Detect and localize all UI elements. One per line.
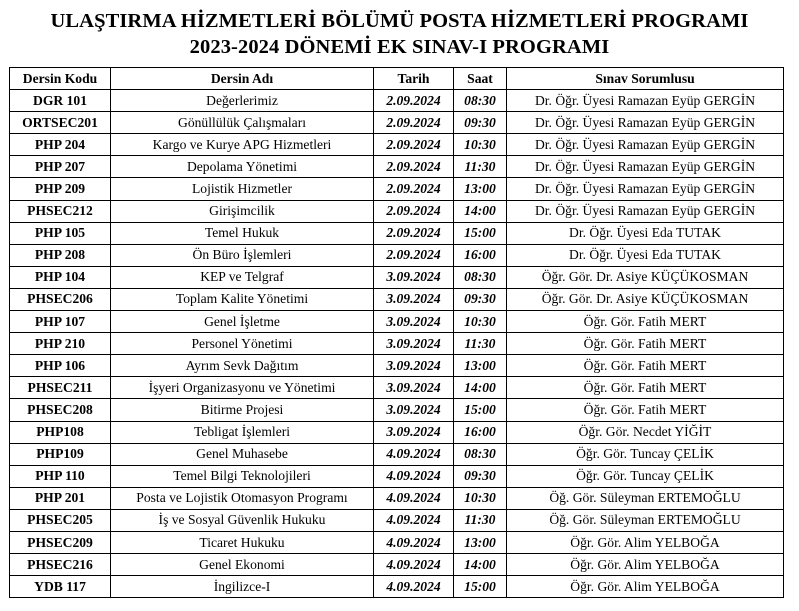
course-code-cell: PHP 201: [10, 487, 111, 509]
exam-supervisor-cell: Öğ. Gör. Süleyman ERTEMOĞLU: [507, 487, 784, 509]
course-code-cell: DGR 101: [10, 90, 111, 112]
table-row: [10, 134, 784, 156]
table-row: [10, 178, 784, 200]
exam-date-cell: 3.09.2024: [374, 311, 454, 333]
exam-supervisor-cell: Dr. Öğr. Üyesi Eda TUTAK: [507, 244, 784, 266]
table-row: [10, 399, 784, 421]
course-name-cell: Gönüllülük Çalışmaları: [111, 112, 374, 134]
column-header-course-code: Dersin Kodu: [10, 68, 111, 90]
course-code-cell: PHSEC206: [10, 288, 111, 310]
exam-supervisor-cell: Dr. Öğr. Üyesi Ramazan Eyüp GERGİN: [507, 178, 784, 200]
course-name-cell: Tebligat İşlemleri: [111, 421, 374, 443]
course-name-cell: Ayrım Sevk Dağıtım: [111, 355, 374, 377]
table-row: [10, 333, 784, 355]
course-name-cell: KEP ve Telgraf: [111, 266, 374, 288]
exam-time-cell: 15:00: [454, 222, 507, 244]
exam-date-cell: 2.09.2024: [374, 222, 454, 244]
course-name-cell: Genel İşletme: [111, 311, 374, 333]
course-code-cell: PHP 209: [10, 178, 111, 200]
course-code-cell: PHSEC216: [10, 554, 111, 576]
exam-time-cell: 14:00: [454, 200, 507, 222]
exam-date-cell: 3.09.2024: [374, 288, 454, 310]
exam-date-cell: 2.09.2024: [374, 200, 454, 222]
course-code-cell: PHP 204: [10, 134, 111, 156]
course-name-cell: Depolama Yönetimi: [111, 156, 374, 178]
exam-time-cell: 15:00: [454, 399, 507, 421]
table-row: [10, 509, 784, 531]
exam-date-cell: 4.09.2024: [374, 443, 454, 465]
exam-date-cell: 4.09.2024: [374, 487, 454, 509]
table-row: [10, 311, 784, 333]
exam-schedule-table: [9, 67, 784, 598]
exam-time-cell: 10:30: [454, 311, 507, 333]
exam-time-cell: 14:00: [454, 377, 507, 399]
course-name-cell: Genel Muhasebe: [111, 443, 374, 465]
exam-supervisor-cell: Öğr. Gör. Dr. Asiye KÜÇÜKOSMAN: [507, 288, 784, 310]
exam-supervisor-cell: Öğr. Gör. Alim YELBOĞA: [507, 576, 784, 598]
course-name-cell: Değerlerimiz: [111, 90, 374, 112]
course-code-cell: PHP109: [10, 443, 111, 465]
exam-supervisor-cell: Öğr. Gör. Fatih MERT: [507, 333, 784, 355]
exam-time-cell: 08:30: [454, 443, 507, 465]
document-title: ULAŞTIRMA HİZMETLERİ BÖLÜMÜ POSTA HİZMETLERİ PROGRAMI: [50, 10, 749, 32]
exam-date-cell: 2.09.2024: [374, 244, 454, 266]
course-name-cell: Personel Yönetimi: [111, 333, 374, 355]
exam-date-cell: 3.09.2024: [374, 355, 454, 377]
course-name-cell: Temel Bilgi Teknolojileri: [111, 465, 374, 487]
exam-supervisor-cell: Öğr. Gör. Dr. Asiye KÜÇÜKOSMAN: [507, 266, 784, 288]
exam-date-cell: 2.09.2024: [374, 90, 454, 112]
exam-time-cell: 14:00: [454, 554, 507, 576]
exam-date-cell: 3.09.2024: [374, 421, 454, 443]
exam-supervisor-cell: Dr. Öğr. Üyesi Ramazan Eyüp GERGİN: [507, 134, 784, 156]
course-code-cell: PHSEC212: [10, 200, 111, 222]
exam-time-cell: 11:30: [454, 333, 507, 355]
exam-time-cell: 16:00: [454, 244, 507, 266]
course-code-cell: PHP 105: [10, 222, 111, 244]
course-code-cell: PHP 110: [10, 465, 111, 487]
exam-supervisor-cell: Öğr. Gör. Alim YELBOĞA: [507, 554, 784, 576]
exam-time-cell: 11:30: [454, 509, 507, 531]
table-row: [10, 222, 784, 244]
exam-time-cell: 10:30: [454, 487, 507, 509]
table-row: [10, 112, 784, 134]
table-row: [10, 465, 784, 487]
course-code-cell: ORTSEC201: [10, 112, 111, 134]
table-row: [10, 156, 784, 178]
course-code-cell: PHP 107: [10, 311, 111, 333]
course-name-cell: Genel Ekonomi: [111, 554, 374, 576]
table-row: [10, 576, 784, 598]
course-code-cell: PHP 106: [10, 355, 111, 377]
course-name-cell: Temel Hukuk: [111, 222, 374, 244]
exam-time-cell: 13:00: [454, 178, 507, 200]
course-name-cell: Toplam Kalite Yönetimi: [111, 288, 374, 310]
exam-time-cell: 09:30: [454, 288, 507, 310]
exam-supervisor-cell: Öğr. Gör. Tuncay ÇELİK: [507, 465, 784, 487]
exam-supervisor-cell: Öğr. Gör. Necdet YİĞİT: [507, 421, 784, 443]
exam-supervisor-cell: Dr. Öğr. Üyesi Ramazan Eyüp GERGİN: [507, 90, 784, 112]
table-row: [10, 200, 784, 222]
exam-date-cell: 3.09.2024: [374, 399, 454, 421]
course-name-cell: İşyeri Organizasyonu ve Yönetimi: [111, 377, 374, 399]
exam-time-cell: 13:00: [454, 531, 507, 553]
table-row: [10, 487, 784, 509]
exam-date-cell: 3.09.2024: [374, 333, 454, 355]
course-name-cell: Kargo ve Kurye APG Hizmetleri: [111, 134, 374, 156]
course-code-cell: YDB 117: [10, 576, 111, 598]
exam-supervisor-cell: Öğr. Gör. Fatih MERT: [507, 399, 784, 421]
exam-time-cell: 10:30: [454, 134, 507, 156]
course-code-cell: PHP 104: [10, 266, 111, 288]
course-code-cell: PHSEC211: [10, 377, 111, 399]
exam-time-cell: 09:30: [454, 465, 507, 487]
exam-time-cell: 08:30: [454, 90, 507, 112]
table-row: [10, 531, 784, 553]
course-code-cell: PHSEC209: [10, 531, 111, 553]
exam-date-cell: 4.09.2024: [374, 465, 454, 487]
exam-date-cell: 2.09.2024: [374, 178, 454, 200]
exam-date-cell: 4.09.2024: [374, 554, 454, 576]
exam-supervisor-cell: Dr. Öğr. Üyesi Ramazan Eyüp GERGİN: [507, 200, 784, 222]
exam-time-cell: 15:00: [454, 576, 507, 598]
table-row: [10, 377, 784, 399]
exam-date-cell: 3.09.2024: [374, 266, 454, 288]
exam-supervisor-cell: Dr. Öğr. Üyesi Ramazan Eyüp GERGİN: [507, 112, 784, 134]
exam-supervisor-cell: Öğr. Gör. Alim YELBOĞA: [507, 531, 784, 553]
column-header-date: Tarih: [374, 68, 454, 90]
exam-date-cell: 4.09.2024: [374, 576, 454, 598]
table-row: [10, 90, 784, 112]
column-header-exam-supervisor: Sınav Sorumlusu: [507, 68, 784, 90]
table-row: [10, 421, 784, 443]
exam-date-cell: 2.09.2024: [374, 156, 454, 178]
document-subtitle: 2023-2024 DÖNEMİ EK SINAV-I PROGRAMI: [189, 36, 610, 58]
course-code-cell: PHP108: [10, 421, 111, 443]
table-row: [10, 554, 784, 576]
exam-time-cell: 09:30: [454, 112, 507, 134]
table-row: [10, 244, 784, 266]
course-name-cell: Bitirme Projesi: [111, 399, 374, 421]
course-code-cell: PHP 210: [10, 333, 111, 355]
course-name-cell: İngilizce-I: [111, 576, 374, 598]
exam-date-cell: 4.09.2024: [374, 531, 454, 553]
course-code-cell: PHP 207: [10, 156, 111, 178]
table-row: [10, 266, 784, 288]
exam-supervisor-cell: Öğr. Gör. Fatih MERT: [507, 311, 784, 333]
exam-date-cell: 3.09.2024: [374, 377, 454, 399]
table-row: [10, 443, 784, 465]
exam-time-cell: 08:30: [454, 266, 507, 288]
exam-date-cell: 2.09.2024: [374, 134, 454, 156]
column-header-time: Saat: [454, 68, 507, 90]
exam-date-cell: 2.09.2024: [374, 112, 454, 134]
exam-supervisor-cell: Öğr. Gör. Fatih MERT: [507, 355, 784, 377]
course-name-cell: Ön Büro İşlemleri: [111, 244, 374, 266]
exam-time-cell: 16:00: [454, 421, 507, 443]
course-code-cell: PHP 208: [10, 244, 111, 266]
column-header-course-name: Dersin Adı: [111, 68, 374, 90]
table-row: [10, 288, 784, 310]
exam-supervisor-cell: Öğr. Gör. Tuncay ÇELİK: [507, 443, 784, 465]
exam-time-cell: 13:00: [454, 355, 507, 377]
course-name-cell: Lojistik Hizmetler: [111, 178, 374, 200]
exam-supervisor-cell: Dr. Öğr. Üyesi Ramazan Eyüp GERGİN: [507, 156, 784, 178]
exam-time-cell: 11:30: [454, 156, 507, 178]
exam-supervisor-cell: Öğr. Gör. Fatih MERT: [507, 377, 784, 399]
exam-supervisor-cell: Dr. Öğr. Üyesi Eda TUTAK: [507, 222, 784, 244]
course-name-cell: Girişimcilik: [111, 200, 374, 222]
course-name-cell: İş ve Sosyal Güvenlik Hukuku: [111, 509, 374, 531]
exam-supervisor-cell: Öğ. Gör. Süleyman ERTEMOĞLU: [507, 509, 784, 531]
course-code-cell: PHSEC205: [10, 509, 111, 531]
table-header-row: [10, 68, 784, 90]
course-name-cell: Ticaret Hukuku: [111, 531, 374, 553]
course-code-cell: PHSEC208: [10, 399, 111, 421]
table-row: [10, 355, 784, 377]
course-name-cell: Posta ve Lojistik Otomasyon Programı: [111, 487, 374, 509]
table-body: [10, 90, 784, 598]
exam-date-cell: 4.09.2024: [374, 509, 454, 531]
